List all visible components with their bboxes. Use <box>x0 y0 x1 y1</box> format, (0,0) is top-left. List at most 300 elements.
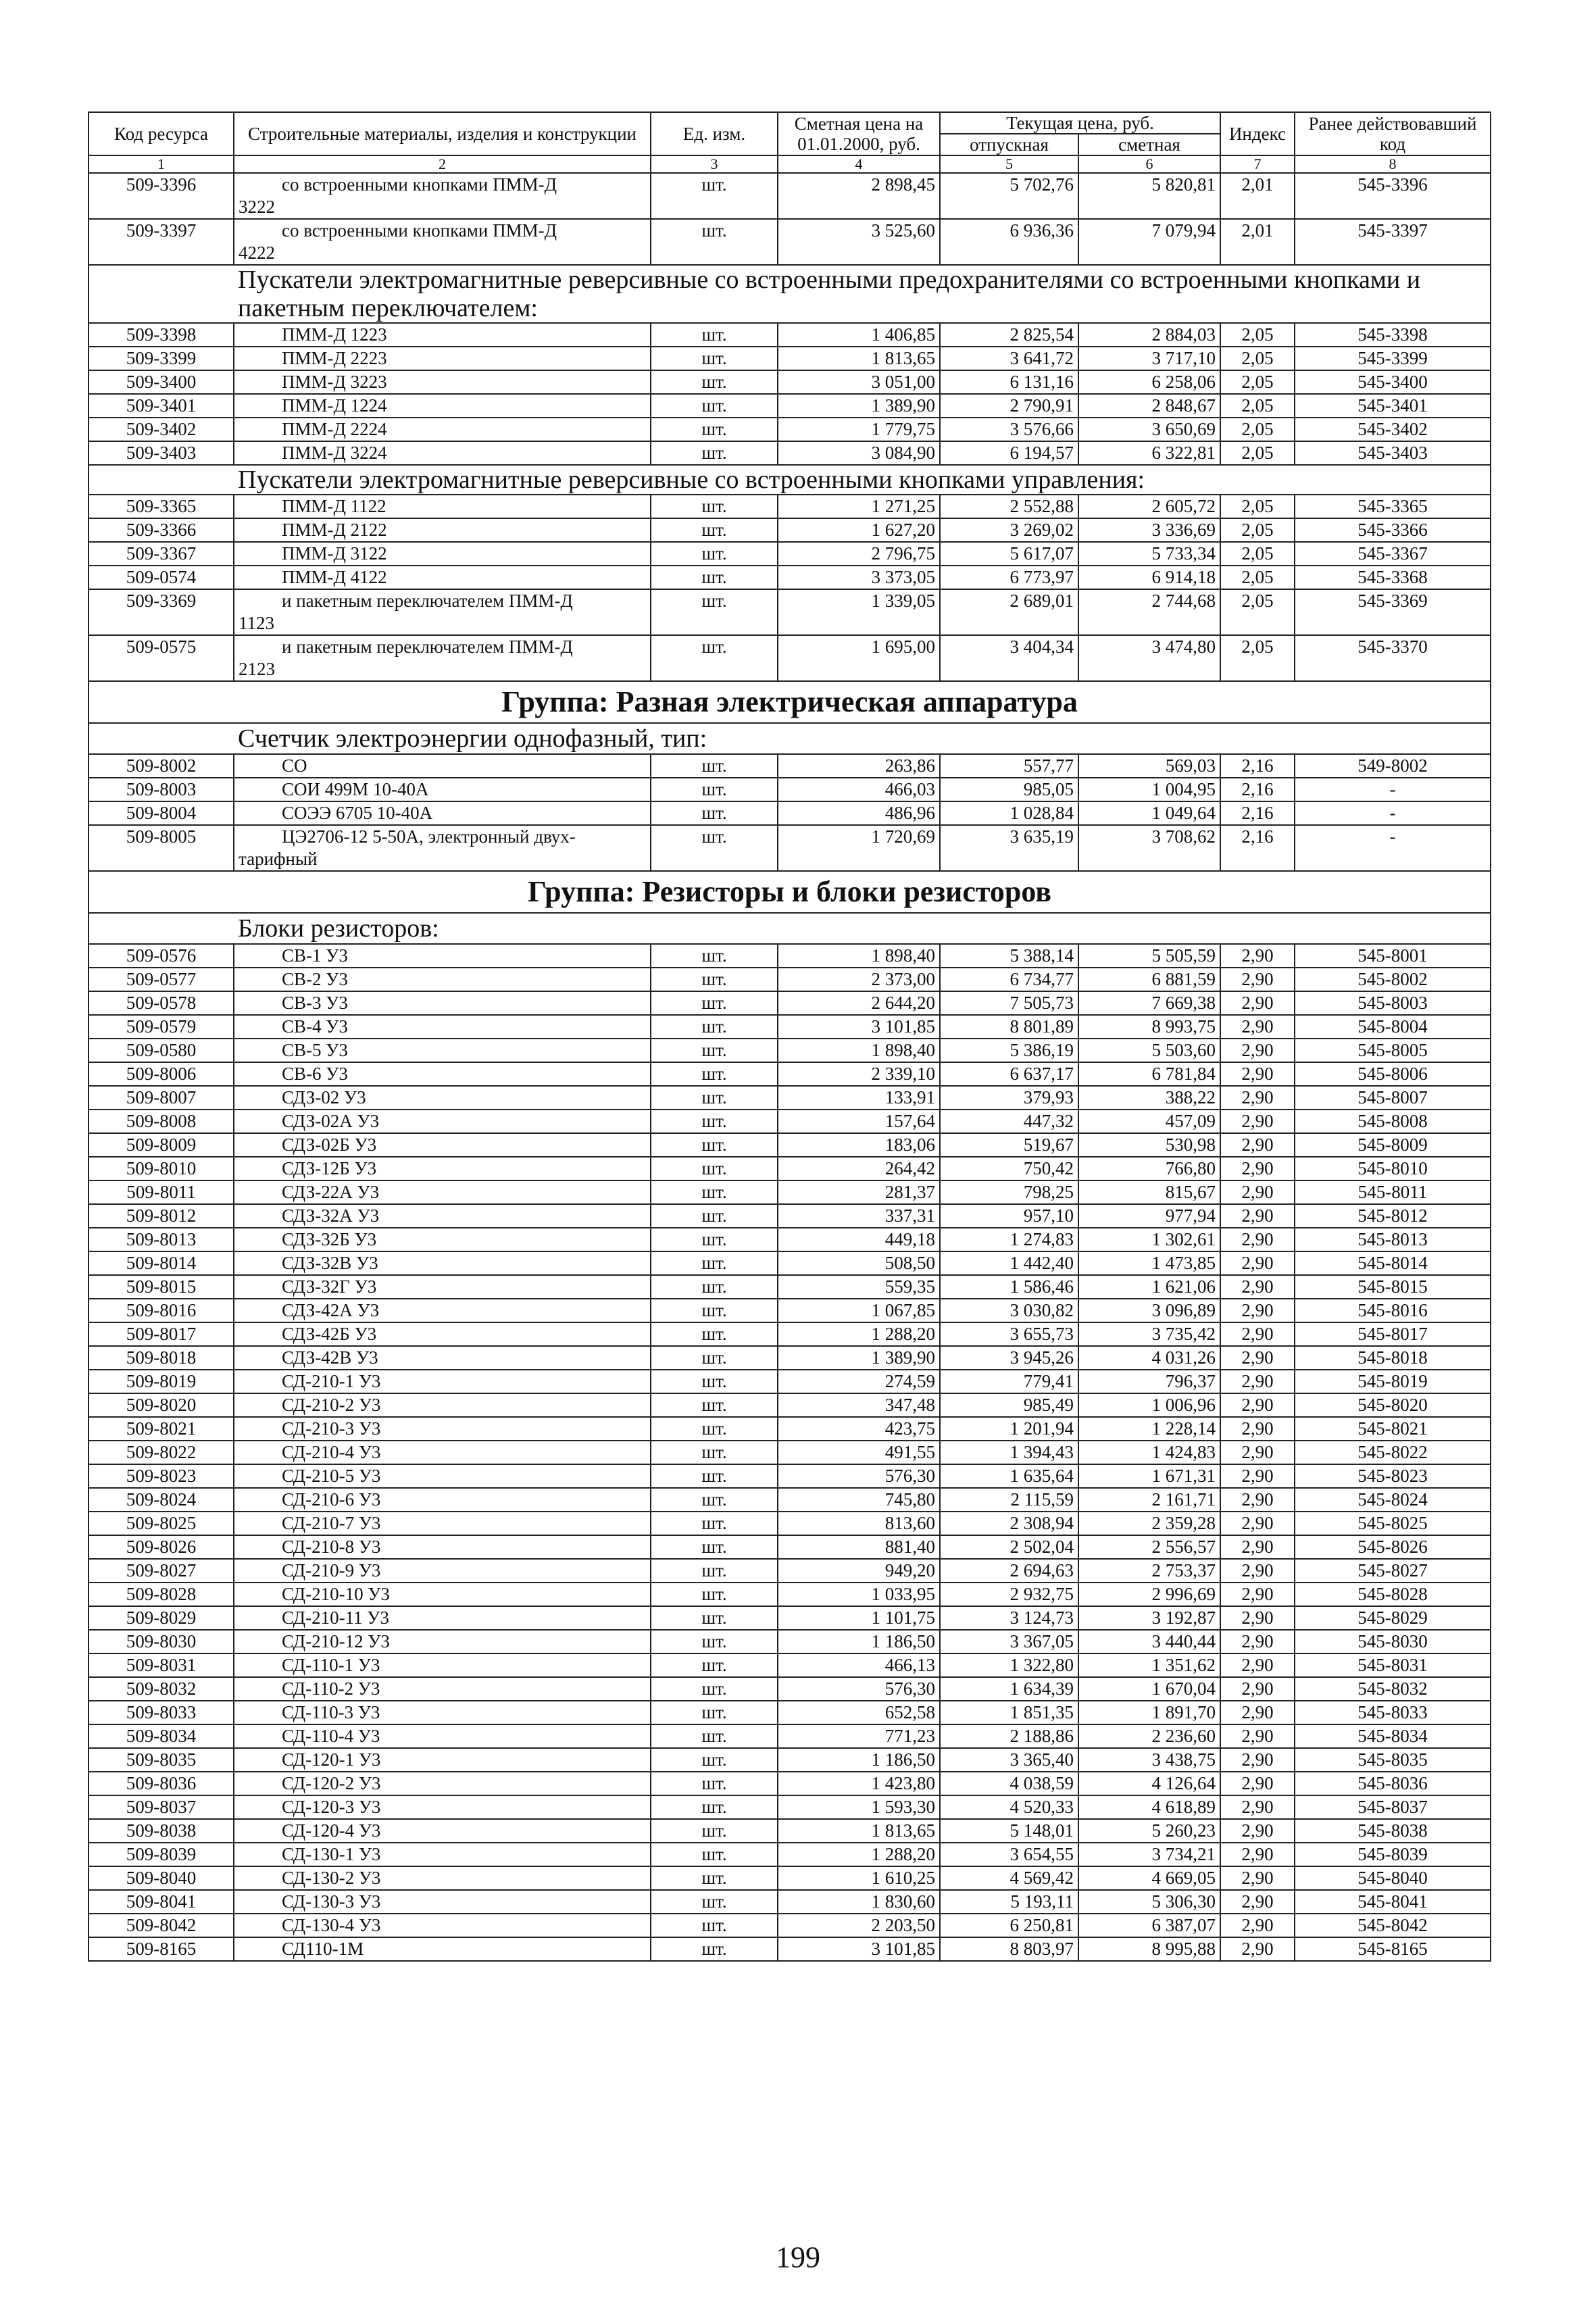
unit: шт. <box>651 944 778 968</box>
material-name: ПММ-Д 2223 <box>234 347 651 370</box>
material-name <box>234 589 651 635</box>
unit: шт. <box>651 542 778 566</box>
estimate-price: 766,80 <box>1078 1157 1220 1180</box>
previous-code: 545-3402 <box>1295 418 1491 441</box>
group-title: Группа: Разная электрическая аппаратура <box>89 681 1491 723</box>
unit: шт. <box>651 1110 778 1133</box>
resource-code: 509-3396 <box>89 173 234 219</box>
wholesale-price: 2 552,88 <box>940 495 1078 518</box>
material-name: ПММ-Д 1223 <box>234 323 651 347</box>
previous-code: 545-3400 <box>1295 370 1491 394</box>
estimate-price: 5 505,59 <box>1078 944 1220 968</box>
wholesale-price: 1 634,39 <box>940 1677 1078 1701</box>
price-2000: 2 203,50 <box>778 1914 940 1937</box>
price-index: 2,90 <box>1220 1417 1295 1441</box>
table-row <box>89 518 1491 542</box>
resource-code: 509-3398 <box>89 323 234 347</box>
price-2000: 466,13 <box>778 1653 940 1677</box>
previous-code: 545-8035 <box>1295 1748 1491 1772</box>
estimate-price: 2 996,69 <box>1078 1583 1220 1606</box>
column-number: 3 <box>651 155 778 173</box>
table-row <box>89 173 1491 219</box>
unit: шт. <box>651 991 778 1015</box>
price-2000: 263,86 <box>778 754 940 778</box>
group-title: Группа: Резисторы и блоки резисторов <box>89 871 1491 913</box>
resource-code: 509-8028 <box>89 1583 234 1606</box>
previous-code: 545-3367 <box>1295 542 1491 566</box>
price-index: 2,90 <box>1220 1512 1295 1535</box>
unit: шт. <box>651 1583 778 1606</box>
estimate-price: 1 670,04 <box>1078 1677 1220 1701</box>
wholesale-price: 1 274,83 <box>940 1228 1078 1251</box>
wholesale-price: 1 028,84 <box>940 801 1078 825</box>
wholesale-price: 1 586,46 <box>940 1275 1078 1299</box>
estimate-price: 3 438,75 <box>1078 1748 1220 1772</box>
estimate-price: 4 126,64 <box>1078 1772 1220 1795</box>
estimate-price: 1 004,95 <box>1078 778 1220 801</box>
price-index: 2,05 <box>1220 589 1295 635</box>
previous-code: 545-8016 <box>1295 1299 1491 1322</box>
unit: шт. <box>651 1251 778 1275</box>
estimate-price: 5 260,23 <box>1078 1819 1220 1843</box>
price-2000: 183,06 <box>778 1133 940 1157</box>
price-2000: 3 084,90 <box>778 441 940 465</box>
unit: шт. <box>651 1370 778 1393</box>
unit: шт. <box>651 1393 778 1417</box>
previous-code: 545-8012 <box>1295 1204 1491 1228</box>
unit: шт. <box>651 778 778 801</box>
column-number: 7 <box>1220 155 1295 173</box>
material-name: ПММ-Д 1224 <box>234 394 651 418</box>
previous-code: 545-8004 <box>1295 1015 1491 1039</box>
price-index: 2,90 <box>1220 1819 1295 1843</box>
price-index: 2,05 <box>1220 495 1295 518</box>
price-2000: 133,91 <box>778 1086 940 1110</box>
resource-code: 509-8024 <box>89 1488 234 1512</box>
material-name: СДЗ-32В У3 <box>234 1251 651 1275</box>
wholesale-price: 2 188,86 <box>940 1724 1078 1748</box>
material-name: СДЗ-42Б У3 <box>234 1322 651 1346</box>
unit: шт. <box>651 1180 778 1204</box>
wholesale-price: 1 322,80 <box>940 1653 1078 1677</box>
wholesale-price: 1 635,64 <box>940 1464 1078 1488</box>
estimate-price: 4 031,26 <box>1078 1346 1220 1370</box>
price-2000: 2 644,20 <box>778 991 940 1015</box>
table-row <box>89 1039 1491 1062</box>
table-row <box>89 1157 1491 1180</box>
price-index: 2,90 <box>1220 1653 1295 1677</box>
resource-code: 509-8023 <box>89 1464 234 1488</box>
resource-code: 509-3367 <box>89 542 234 566</box>
price-2000: 1 423,80 <box>778 1772 940 1795</box>
wholesale-price: 6 194,57 <box>940 441 1078 465</box>
table-row <box>89 219 1491 265</box>
material-name: СДЗ-42В У3 <box>234 1346 651 1370</box>
unit: шт. <box>651 1157 778 1180</box>
price-2000: 1 610,25 <box>778 1866 940 1890</box>
resource-code: 509-0578 <box>89 991 234 1015</box>
price-2000: 1 067,85 <box>778 1299 940 1322</box>
price-2000: 264,42 <box>778 1157 940 1180</box>
estimate-price: 2 744,68 <box>1078 589 1220 635</box>
table-row <box>89 635 1491 681</box>
price-2000: 1 813,65 <box>778 347 940 370</box>
table-row <box>89 1843 1491 1866</box>
previous-code: 545-3396 <box>1295 173 1491 219</box>
price-2000: 1 288,20 <box>778 1322 940 1346</box>
price-2000: 1 033,95 <box>778 1583 940 1606</box>
estimate-price: 2 753,37 <box>1078 1559 1220 1583</box>
wholesale-price: 3 365,40 <box>940 1748 1078 1772</box>
wholesale-price: 957,10 <box>940 1204 1078 1228</box>
estimate-price: 6 914,18 <box>1078 566 1220 589</box>
price-index: 2,90 <box>1220 1843 1295 1866</box>
price-2000: 466,03 <box>778 778 940 801</box>
previous-code: 545-8037 <box>1295 1795 1491 1819</box>
previous-code: 545-8036 <box>1295 1772 1491 1795</box>
material-name: СД-120-4 У3 <box>234 1819 651 1843</box>
material-name: СД-210-3 У3 <box>234 1417 651 1441</box>
price-index: 2,90 <box>1220 1346 1295 1370</box>
table-row <box>89 1322 1491 1346</box>
price-index: 2,16 <box>1220 778 1295 801</box>
price-2000: 1 898,40 <box>778 1039 940 1062</box>
table-row <box>89 1417 1491 1441</box>
unit: шт. <box>651 1653 778 1677</box>
price-2000: 813,60 <box>778 1512 940 1535</box>
estimate-price: 6 881,59 <box>1078 968 1220 991</box>
price-index: 2,90 <box>1220 1015 1295 1039</box>
price-2000: 2 339,10 <box>778 1062 940 1086</box>
unit: шт. <box>651 1937 778 1961</box>
price-2000: 508,50 <box>778 1251 940 1275</box>
previous-code: 545-8033 <box>1295 1701 1491 1724</box>
estimate-price: 1 006,96 <box>1078 1393 1220 1417</box>
resource-code: 509-3403 <box>89 441 234 465</box>
price-index: 2,16 <box>1220 801 1295 825</box>
estimate-price: 3 708,62 <box>1078 825 1220 871</box>
wholesale-price: 6 936,36 <box>940 219 1078 265</box>
group-electrical <box>89 681 1491 754</box>
header-previous-code: Ранее действовавший код <box>1295 112 1491 155</box>
table-row <box>89 944 1491 968</box>
previous-code: 545-8040 <box>1295 1866 1491 1890</box>
material-name: ПММ-Д 3122 <box>234 542 651 566</box>
unit: шт. <box>651 825 778 871</box>
column-numbers-row <box>89 155 1491 173</box>
section-reversible-fuses <box>89 265 1491 323</box>
material-name-line2: тарифный <box>239 849 318 869</box>
price-index: 2,05 <box>1220 542 1295 566</box>
price-2000: 347,48 <box>778 1393 940 1417</box>
price-index: 2,90 <box>1220 1630 1295 1653</box>
resource-code: 509-8016 <box>89 1299 234 1322</box>
wholesale-price: 5 193,11 <box>940 1890 1078 1914</box>
unit: шт. <box>651 1204 778 1228</box>
previous-code: 545-8014 <box>1295 1251 1491 1275</box>
material-name: СД-210-12 У3 <box>234 1630 651 1653</box>
table-row <box>89 418 1491 441</box>
unit: шт. <box>651 1488 778 1512</box>
unit: шт. <box>651 1795 778 1819</box>
table-row <box>89 1228 1491 1251</box>
price-index: 2,05 <box>1220 441 1295 465</box>
wholesale-price: 3 367,05 <box>940 1630 1078 1653</box>
wholesale-price: 4 520,33 <box>940 1795 1078 1819</box>
price-2000: 1 186,50 <box>778 1630 940 1653</box>
resource-code: 509-0576 <box>89 944 234 968</box>
table-body-resistor-blocks <box>89 944 1491 1961</box>
previous-code: 545-3369 <box>1295 589 1491 635</box>
material-name: СД-110-3 У3 <box>234 1701 651 1724</box>
material-name <box>234 219 651 265</box>
previous-code: 545-3370 <box>1295 635 1491 681</box>
price-table <box>88 111 1491 1962</box>
resource-code: 509-8004 <box>89 801 234 825</box>
table-row <box>89 1748 1491 1772</box>
price-2000: 281,37 <box>778 1180 940 1204</box>
wholesale-price: 3 635,19 <box>940 825 1078 871</box>
price-index: 2,90 <box>1220 1464 1295 1488</box>
unit: шт. <box>651 1890 778 1914</box>
unit: шт. <box>651 1322 778 1346</box>
table-row <box>89 1559 1491 1583</box>
material-name: СВ-1 У3 <box>234 944 651 968</box>
unit: шт. <box>651 1748 778 1772</box>
table-body-reversible-buttons <box>89 495 1491 681</box>
table-row <box>89 1866 1491 1890</box>
price-index: 2,90 <box>1220 1299 1295 1322</box>
material-name: СО <box>234 754 651 778</box>
previous-code: 545-8028 <box>1295 1583 1491 1606</box>
previous-code: 545-8021 <box>1295 1417 1491 1441</box>
estimate-price: 1 228,14 <box>1078 1417 1220 1441</box>
resource-code: 509-3369 <box>89 589 234 635</box>
wholesale-price: 557,77 <box>940 754 1078 778</box>
unit: шт. <box>651 1630 778 1653</box>
resource-code: 509-8035 <box>89 1748 234 1772</box>
unit: шт. <box>651 1866 778 1890</box>
resource-code: 509-8042 <box>89 1914 234 1937</box>
price-index: 2,90 <box>1220 1110 1295 1133</box>
wholesale-price: 519,67 <box>940 1133 1078 1157</box>
unit: шт. <box>651 1606 778 1630</box>
table-row <box>89 1062 1491 1086</box>
estimate-price: 3 474,80 <box>1078 635 1220 681</box>
wholesale-price: 3 124,73 <box>940 1606 1078 1630</box>
resource-code: 509-8015 <box>89 1275 234 1299</box>
price-index: 2,90 <box>1220 1086 1295 1110</box>
table-row <box>89 1653 1491 1677</box>
estimate-price: 2 605,72 <box>1078 495 1220 518</box>
wholesale-price: 3 654,55 <box>940 1843 1078 1866</box>
table-row <box>89 778 1491 801</box>
resource-code: 509-8007 <box>89 1086 234 1110</box>
estimate-price: 815,67 <box>1078 1180 1220 1204</box>
estimate-price: 569,03 <box>1078 754 1220 778</box>
wholesale-price: 8 803,97 <box>940 1937 1078 1961</box>
table-body-reversible-continued <box>89 173 1491 265</box>
unit: шт. <box>651 347 778 370</box>
price-index: 2,90 <box>1220 1275 1295 1299</box>
resource-code: 509-8010 <box>89 1157 234 1180</box>
price-index: 2,90 <box>1220 1039 1295 1062</box>
material-name: ПММ-Д 2122 <box>234 518 651 542</box>
material-name: СОЭЭ 6705 10-40А <box>234 801 651 825</box>
unit: шт. <box>651 1015 778 1039</box>
table-row <box>89 370 1491 394</box>
resource-code: 509-8021 <box>89 1417 234 1441</box>
price-2000: 1 271,25 <box>778 495 940 518</box>
material-name: СД-110-4 У3 <box>234 1724 651 1748</box>
estimate-price: 1 424,83 <box>1078 1441 1220 1464</box>
resource-code: 509-8031 <box>89 1653 234 1677</box>
material-name: СДЗ-32А У3 <box>234 1204 651 1228</box>
wholesale-price: 7 505,73 <box>940 991 1078 1015</box>
table-row <box>89 825 1491 871</box>
previous-code: 545-8020 <box>1295 1393 1491 1417</box>
price-index: 2,90 <box>1220 991 1295 1015</box>
resource-code: 509-0579 <box>89 1015 234 1039</box>
previous-code: 545-3365 <box>1295 495 1491 518</box>
section-title: Блоки резисторов: <box>89 913 1491 944</box>
estimate-price: 3 734,21 <box>1078 1843 1220 1866</box>
price-index: 2,05 <box>1220 518 1295 542</box>
previous-code: 545-8038 <box>1295 1819 1491 1843</box>
estimate-price: 2 236,60 <box>1078 1724 1220 1748</box>
table-row <box>89 1393 1491 1417</box>
table-header <box>89 112 1491 173</box>
table-row <box>89 968 1491 991</box>
price-index: 2,90 <box>1220 944 1295 968</box>
resource-code: 509-0580 <box>89 1039 234 1062</box>
price-index: 2,90 <box>1220 1701 1295 1724</box>
price-2000: 1 406,85 <box>778 323 940 347</box>
table-row <box>89 1275 1491 1299</box>
price-index: 2,05 <box>1220 566 1295 589</box>
previous-code: 545-8007 <box>1295 1086 1491 1110</box>
resource-code: 509-8041 <box>89 1890 234 1914</box>
resource-code: 509-8011 <box>89 1180 234 1204</box>
unit: шт. <box>651 1417 778 1441</box>
wholesale-price: 5 148,01 <box>940 1819 1078 1843</box>
price-index: 2,05 <box>1220 323 1295 347</box>
wholesale-price: 447,32 <box>940 1110 1078 1133</box>
table-body-meters <box>89 754 1491 871</box>
price-2000: 949,20 <box>778 1559 940 1583</box>
wholesale-price: 985,49 <box>940 1393 1078 1417</box>
table-row <box>89 1015 1491 1039</box>
resource-code: 509-8038 <box>89 1819 234 1843</box>
wholesale-price: 2 825,54 <box>940 323 1078 347</box>
price-2000: 1 830,60 <box>778 1890 940 1914</box>
material-name: СД-130-4 У3 <box>234 1914 651 1937</box>
resource-code: 509-3366 <box>89 518 234 542</box>
material-name: СДЗ-02 У3 <box>234 1086 651 1110</box>
previous-code: - <box>1295 825 1491 871</box>
resource-code: 509-3400 <box>89 370 234 394</box>
header-materials: Строительные материалы, изделия и конструкции <box>234 112 651 155</box>
price-index: 2,90 <box>1220 1748 1295 1772</box>
resource-code: 509-8018 <box>89 1346 234 1370</box>
material-name: СДЗ-02А У3 <box>234 1110 651 1133</box>
material-name: СД-120-2 У3 <box>234 1772 651 1795</box>
previous-code: 545-8002 <box>1295 968 1491 991</box>
material-name-line2: 3222 <box>239 197 275 217</box>
price-index: 2,90 <box>1220 968 1295 991</box>
material-name: СДЗ-22А У3 <box>234 1180 651 1204</box>
estimate-price: 3 650,69 <box>1078 418 1220 441</box>
previous-code: 549-8002 <box>1295 754 1491 778</box>
wholesale-price: 3 269,02 <box>940 518 1078 542</box>
resource-code: 509-0574 <box>89 566 234 589</box>
price-2000: 486,96 <box>778 801 940 825</box>
unit: шт. <box>651 1062 778 1086</box>
table-row <box>89 1701 1491 1724</box>
unit: шт. <box>651 1039 778 1062</box>
wholesale-price: 6 250,81 <box>940 1914 1078 1937</box>
previous-code: 545-8031 <box>1295 1653 1491 1677</box>
estimate-price: 2 884,03 <box>1078 323 1220 347</box>
price-index: 2,90 <box>1220 1772 1295 1795</box>
wholesale-price: 2 694,63 <box>940 1559 1078 1583</box>
material-name: ПММ-Д 3224 <box>234 441 651 465</box>
material-name: СД-130-1 У3 <box>234 1843 651 1866</box>
price-index: 2,90 <box>1220 1441 1295 1464</box>
material-name: СД-120-1 У3 <box>234 1748 651 1772</box>
estimate-price: 977,94 <box>1078 1204 1220 1228</box>
table-row <box>89 754 1491 778</box>
previous-code: 545-8024 <box>1295 1488 1491 1512</box>
header-current-price: Текущая цена, руб. <box>940 112 1220 134</box>
previous-code: 545-8034 <box>1295 1724 1491 1748</box>
table-row <box>89 1346 1491 1370</box>
unit: шт. <box>651 518 778 542</box>
unit: шт. <box>651 1819 778 1843</box>
wholesale-price: 2 115,59 <box>940 1488 1078 1512</box>
material-name: СД-210-1 У3 <box>234 1370 651 1393</box>
estimate-price: 1 621,06 <box>1078 1275 1220 1299</box>
wholesale-price: 5 617,07 <box>940 542 1078 566</box>
page-number: 199 <box>776 2241 820 2274</box>
table-row <box>89 1724 1491 1748</box>
unit: шт. <box>651 495 778 518</box>
unit: шт. <box>651 1535 778 1559</box>
resource-code: 509-8034 <box>89 1724 234 1748</box>
wholesale-price: 2 308,94 <box>940 1512 1078 1535</box>
unit: шт. <box>651 323 778 347</box>
material-name: СД-210-6 У3 <box>234 1488 651 1512</box>
estimate-price: 1 049,64 <box>1078 801 1220 825</box>
resource-code: 509-8008 <box>89 1110 234 1133</box>
price-2000: 881,40 <box>778 1535 940 1559</box>
material-name: СД-210-5 У3 <box>234 1464 651 1488</box>
estimate-price: 3 096,89 <box>1078 1299 1220 1322</box>
price-index: 2,90 <box>1220 1559 1295 1583</box>
price-2000: 1 627,20 <box>778 518 940 542</box>
table-row <box>89 1488 1491 1512</box>
material-name-line1: ЦЭ2706-12 5-50А, электронный двух- <box>282 826 576 847</box>
estimate-price: 5 306,30 <box>1078 1890 1220 1914</box>
price-index: 2,90 <box>1220 1393 1295 1417</box>
material-name: СД-210-4 У3 <box>234 1441 651 1464</box>
resource-code: 509-8017 <box>89 1322 234 1346</box>
price-index: 2,05 <box>1220 394 1295 418</box>
price-2000: 2 796,75 <box>778 542 940 566</box>
price-2000: 576,30 <box>778 1464 940 1488</box>
price-index: 2,90 <box>1220 1914 1295 1937</box>
section-title: Счетчик электроэнергии однофазный, тип: <box>89 723 1491 754</box>
